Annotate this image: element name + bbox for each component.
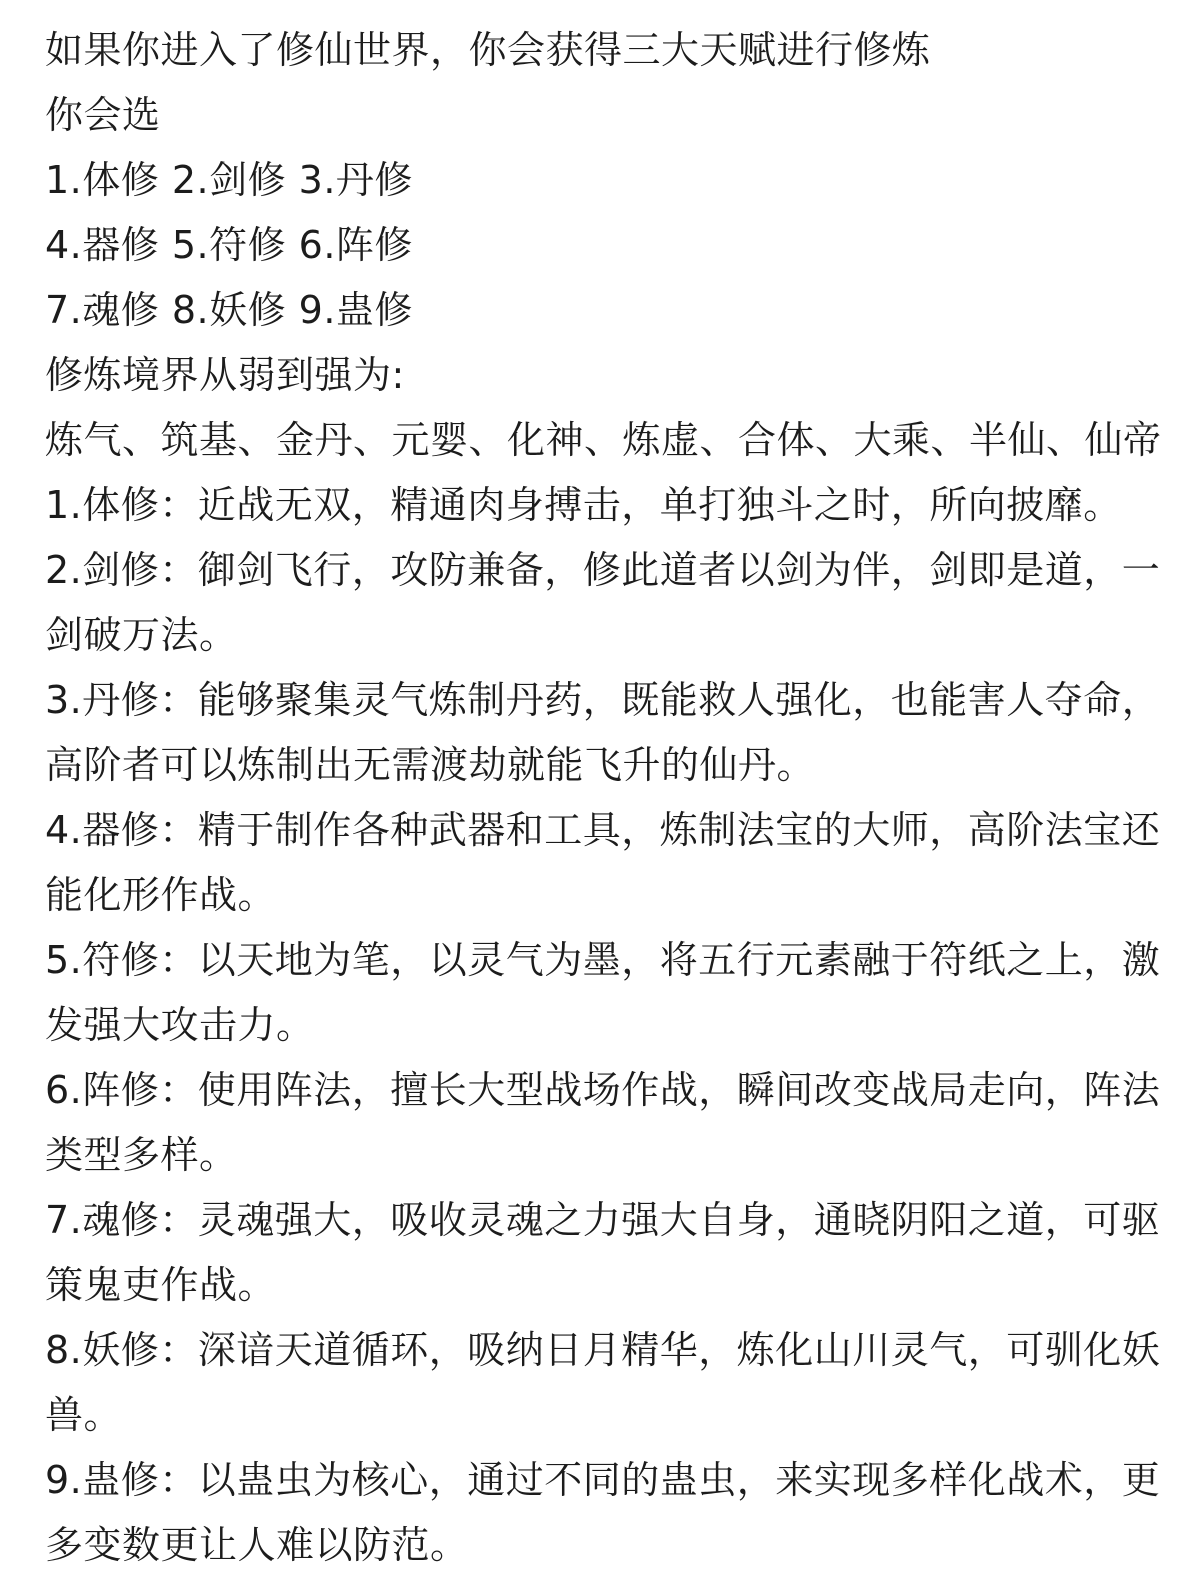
description-2	[45, 538, 1170, 668]
intro-question: 如果你进入了修仙世界，你会获得三大天赋进行修炼	[45, 28, 931, 72]
description-6	[45, 1058, 1170, 1188]
description-line: 8.妖修：深谙天道循环，吸纳日月精华，炼化山川灵气，可驯化妖	[45, 1328, 1161, 1372]
realms-heading: 修炼境界从弱到强为:	[45, 353, 405, 397]
description-line: 高阶者可以炼制出无需渡劫就能飞升的仙丹。	[45, 743, 816, 787]
description-8	[45, 1318, 1170, 1448]
description-9	[45, 1448, 1170, 1578]
description-line: 策鬼吏作战。	[45, 1263, 277, 1307]
document-body	[45, 18, 1170, 1578]
description-7	[45, 1188, 1170, 1318]
options-row-1: 1.体修 2.剑修 3.丹修	[45, 158, 413, 202]
description-1	[45, 473, 1170, 538]
description-line: 类型多样。	[45, 1133, 238, 1177]
description-line: 4.器修：精于制作各种武器和工具，炼制法宝的大师，高阶法宝还	[45, 808, 1161, 852]
description-line: 兽。	[45, 1393, 123, 1437]
options-row-2: 4.器修 5.符修 6.阵修	[45, 223, 413, 267]
description-line: 5.符修：以天地为笔，以灵气为墨，将五行元素融于符纸之上，激	[45, 938, 1161, 982]
description-line: 多变数更让人难以防范。	[45, 1523, 469, 1567]
description-3	[45, 668, 1170, 798]
description-line: 发强大攻击力。	[45, 1003, 315, 1047]
description-line: 能化形作战。	[45, 873, 277, 917]
description-line: 9.蛊修：以蛊虫为核心，通过不同的蛊虫，来实现多样化战术，更	[45, 1458, 1161, 1502]
description-line: 6.阵修：使用阵法，擅长大型战场作战，瞬间改变战局走向，阵法	[45, 1068, 1161, 1112]
description-line: 1.体修：近战无双，精通肉身搏击，单打独斗之时，所向披靡。	[45, 483, 1122, 527]
description-line: 7.魂修：灵魂强大，吸收灵魂之力强大自身，通晓阴阳之道，可驱	[45, 1198, 1161, 1242]
description-line: 2.剑修：御剑飞行，攻防兼备，修此道者以剑为伴，剑即是道，一	[45, 548, 1161, 592]
options-row-3: 7.魂修 8.妖修 9.蛊修	[45, 288, 413, 332]
description-line: 3.丹修：能够聚集灵气炼制丹药，既能救人强化，也能害人夺命，	[45, 678, 1161, 722]
intro-prompt: 你会选	[45, 93, 161, 137]
realms-list: 炼气、筑基、金丹、元婴、化神、炼虚、合体、大乘、半仙、仙帝	[45, 418, 1162, 462]
description-5	[45, 928, 1170, 1058]
description-line: 剑破万法。	[45, 613, 238, 657]
description-4	[45, 798, 1170, 928]
